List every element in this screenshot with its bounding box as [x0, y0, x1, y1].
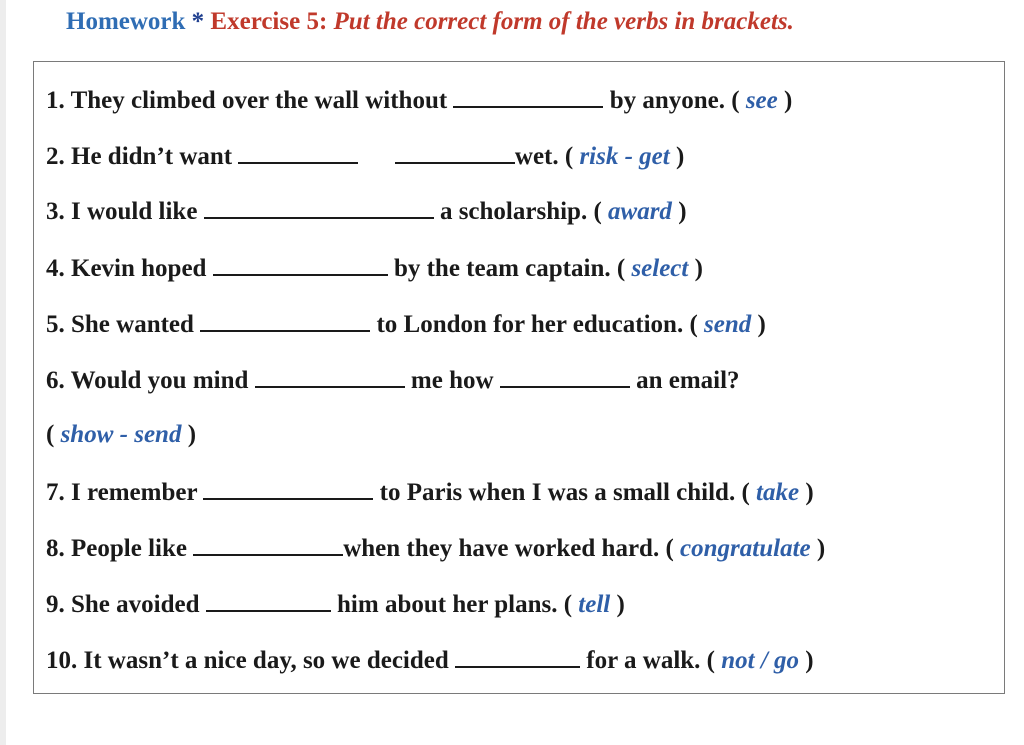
exercise-number: Exercise 5:: [210, 8, 328, 35]
answer-blank[interactable]: [200, 308, 370, 332]
item-number: 7.: [46, 479, 65, 506]
item-text-part2: a scholarship.: [439, 198, 588, 225]
item-text-part1: It wasn’t a nice day, so we decided: [83, 647, 449, 674]
verb-hint: select: [631, 255, 689, 282]
answer-blank[interactable]: [455, 644, 580, 668]
exercise-item-10: 10. It wasn’t a nice day, so we decided for a walk. ( not / go ): [46, 644, 814, 676]
answer-blank[interactable]: [204, 195, 434, 219]
verb-hint: show - send: [60, 421, 182, 448]
verb-hint: award: [608, 198, 672, 225]
answer-blank[interactable]: [193, 532, 343, 556]
verb-hint: send: [704, 311, 752, 338]
exercise-instruction: Put the correct form of the verbs in brackets.: [333, 8, 794, 35]
item-number: 5.: [46, 311, 65, 338]
item-text-part1: Kevin hoped: [71, 255, 207, 282]
item-number: 4.: [46, 255, 65, 282]
exercise-item-2: 2. He didn’t want wet. ( risk - get ): [46, 140, 684, 172]
item-number: 8.: [46, 535, 65, 562]
item-text-part2: wet.: [514, 143, 559, 170]
verb-hint: see: [745, 87, 778, 114]
item-text-part1: They climbed over the wall without: [70, 87, 448, 114]
item-number: 10.: [46, 647, 78, 674]
exercise-item-5: 5. She wanted to London for her education. ( send ): [46, 308, 766, 340]
item-text-part2: to London for her education.: [376, 311, 684, 338]
item-text-part2: to Paris when I was a small child.: [379, 479, 736, 506]
item-text-part1: People like: [71, 535, 187, 562]
answer-blank[interactable]: [213, 252, 388, 276]
exercise-item-4: 4. Kevin hoped by the team captain. ( select ): [46, 252, 703, 284]
star-separator: *: [191, 8, 205, 35]
item-number: 9.: [46, 591, 65, 618]
answer-blank[interactable]: [453, 84, 603, 108]
item-text-part1: Would you mind: [70, 367, 249, 394]
item-text-part2: by anyone.: [609, 87, 725, 114]
page-title: [66, 8, 794, 36]
homework-label: Homework: [66, 8, 186, 35]
exercise-item-7: 7. I remember to Paris when I was a small child. ( take ): [46, 476, 814, 508]
left-edge-strip: [0, 0, 6, 745]
verb-hint: congratulate: [680, 535, 811, 562]
exercise-item-6: [46, 364, 740, 396]
item-text-part1: She wanted: [71, 311, 194, 338]
answer-blank[interactable]: [500, 364, 630, 388]
exercise-item-9: 9. She avoided him about her plans. ( tell ): [46, 588, 625, 620]
item-text-part3: an email?: [636, 367, 740, 394]
item-text-part1: He didn’t want: [71, 143, 233, 170]
exercise-item-6-hint: ( show - send ): [46, 421, 197, 448]
item-text-part2: when they have worked hard.: [343, 535, 660, 562]
exercise-item-8: 8. People like when they have worked hard. ( congratulate ): [46, 532, 825, 564]
answer-blank[interactable]: [395, 140, 515, 164]
item-text-part2: me how: [410, 367, 494, 394]
exercise-item-1: 1. They climbed over the wall without by anyone. ( see ): [46, 84, 792, 116]
item-text-part2: by the team captain.: [393, 255, 611, 282]
item-number: 2.: [46, 143, 65, 170]
answer-blank[interactable]: [238, 140, 358, 164]
verb-hint: tell: [578, 591, 611, 618]
item-text-part2: him about her plans.: [337, 591, 558, 618]
item-text-part1: She avoided: [71, 591, 200, 618]
verb-hint: take: [756, 479, 800, 506]
verb-hint: risk - get: [579, 143, 670, 170]
verb-hint: not / go: [721, 647, 800, 674]
item-number: 1.: [46, 87, 65, 114]
answer-blank[interactable]: [255, 364, 405, 388]
answer-blank[interactable]: [203, 476, 373, 500]
item-text-part1: I remember: [71, 479, 198, 506]
answer-blank[interactable]: [206, 588, 331, 612]
item-number: 3.: [46, 198, 65, 225]
item-text-part1: I would like: [71, 198, 198, 225]
exercise-item-3: 3. I would like a scholarship. ( award ): [46, 195, 687, 227]
item-number: 6.: [46, 367, 65, 394]
item-text-part2: for a walk.: [586, 647, 701, 674]
